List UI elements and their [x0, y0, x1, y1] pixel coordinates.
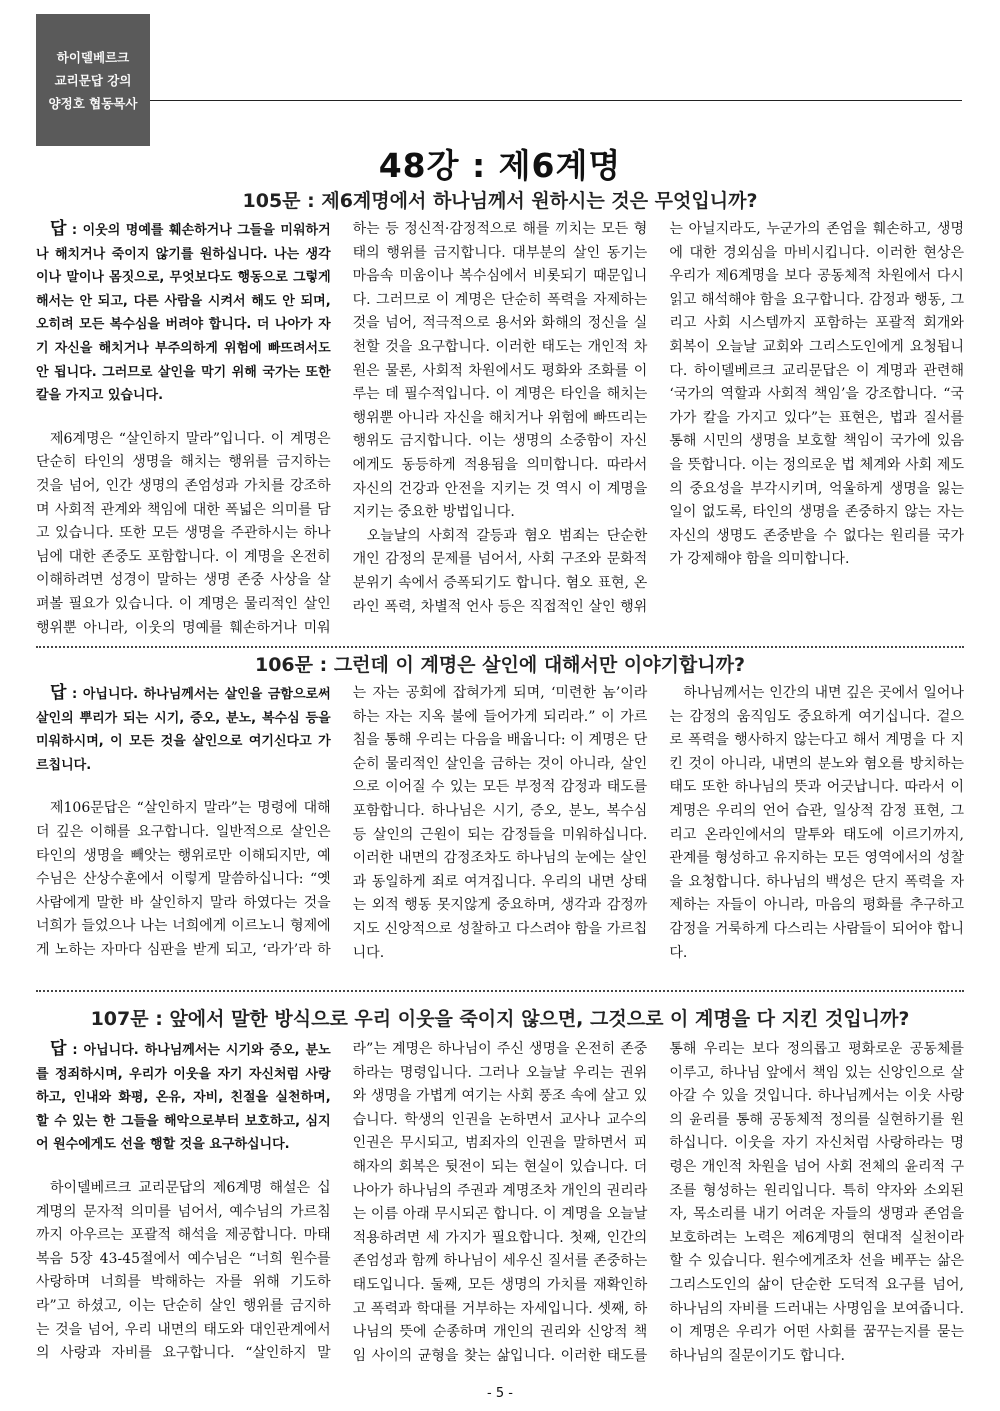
question-105-body [36, 218, 964, 642]
section-divider [36, 646, 964, 648]
question-106-answer [36, 682, 331, 777]
answer-label: 답 [50, 683, 67, 703]
answer-label: 답 [50, 1039, 67, 1059]
question-105-title: 105문 : 제6계명에서 하나님께서 원하시는 것은 무엇입니까? [242, 190, 758, 212]
series-line-2: 교리문답 강의 [54, 72, 132, 88]
author-line: 양정호 협동목사 [48, 95, 138, 111]
question-107-answer [36, 1038, 331, 1157]
question-107-body [36, 1038, 964, 1380]
answer-text: : 아닙니다. 하나님께서는 시기와 증오, 분노를 정죄하시며, 우리가 이웃을 자기 자신처럼 사랑하고, 인내와 화평, 온유, 자비, 친절을 실천하며, 할 수 있는 한 그들을 해악으로부터 보호하고, 심지어 원수에게도 선을 행할 것을 요구하십니다. [36, 1043, 331, 1153]
question-105-answer [36, 218, 331, 408]
answer-text: : 아닙니다. 하나님께서는 살인을 금함으로써 살인의 뿌리가 되는 시기, 증오, 분노, 복수심 등을 미워하시며, 이 모든 것을 살인으로 여기신다고 가르칩니다. [36, 687, 331, 773]
commentary-paragraph: 제6계명은 “살인하지 말라”입니다. 이 계명은 단순히 타인의 생명을 해치는 행위를 금지하는 것을 넘어, 인간 생명의 존엄성과 가치를 강조하며 사회적 관계와 책임에 대한 폭넓은 의미를 담고 있습니다. 또한 모든 생명을 주관하시는 하나님에 대한 존중도 포함합니다. 이 계명을 온전히 이해하려면 성경이 말하는 생명 존중 사상을 살펴볼 필요가 있습니다. 이 계명은 물리적인 살인 행위뿐 아니라, 이웃의 명예를 훼손하거나 미워하는 등 정신적·감정적으로 해를 끼치는 모든 형태의 행위를 금지합니다. 대부분의 살인 동기는 마음속 미움이나 복수심에서 비롯되기 때문입니다. 그러므로 이 계명은 단순히 폭력을 자제하는 것을 넘어, 적극적으로 용서와 화해의 정신을 실천할 것을 요구합니다. 이러한 태도는 개인적 차원은 물론, 사회적 차원에서도 평화와 조화를 이루는 데 필수적입니다. 이 계명은 타인을 해치는 행위뿐 아니라 자신을 해치거나 위험에 빠뜨리는 행위도 금지합니다. 이는 생명의 소중함이 자신에게도 동등하게 적용됨을 의미합니다. 따라서 자신의 건강과 안전을 지키는 것 역시 이 계명을 지키는 중요한 방법입니다. [36, 221, 648, 636]
series-line-1: 하이델베르크 [56, 49, 130, 65]
section-divider [36, 990, 964, 992]
question-106-title: 106문 : 그런데 이 계명은 살인에 대해서만 이야기합니까? [254, 654, 746, 676]
header-rule [150, 100, 962, 101]
page-title: 48강 : 제6계명 [378, 146, 622, 185]
page-number: - 5 - [487, 1386, 513, 1401]
question-106-body [36, 682, 964, 984]
commentary-paragraph: 오늘날의 사회적 갈등과 혐오 범죄는 단순한 개인 감정의 문제를 넘어서, 사회 구조와 문화적 분위기 속에서 증폭되기도 합니다. 혐오 표현, 온라인 폭력, 차별적 언사 등은 직접적인 살인 행위는 아닐지라도, 누군가의 존엄을 훼손하고, 생명에 대한 경외심을 마비시킵니다. 이러한 현상은 우리가 제6계명을 보다 공동체적 차원에서 다시 읽고 해석해야 함을 요구합니다. 감정과 행동, 그리고 사회 시스템까지 포함하는 포괄적 회개와 회복이 오늘날 교회와 그리스도인에게 요청됩니다. 하이델베르크 교리문답은 이 계명과 관련해 ‘국가의 역할과 사회적 책임’을 강조합니다. “국가가 칼을 가지고 있다”는 표현은, 법과 질서를 통해 시민의 생명을 보호할 책임이 국가에 있음을 뜻합니다. 이는 정의로운 법 체계와 사회 제도의 중요성을 부각시키며, 억울하게 생명을 잃는 일이 없도록, 타인의 생명을 존중하지 않는 자는 자신의 생명도 존중받을 수 없다는 원리를 국가가 강제해야 함을 의미합니다. [352, 221, 964, 615]
answer-text: : 이웃의 명예를 훼손하거나 그들을 미워하거나 해치거나 죽이지 않기를 원하십니다. 나는 생각이나 말이나 몸짓으로, 무엇보다도 행동으로 그렇게 해서는 안 되고, 다른 사람을 시켜서 해도 안 되며, 오히려 모든 복수심을 버려야 합니다. 더 나아가 자기 자신을 해치거나 부주의하게 위험에 빠뜨려서도 안 됩니다. 그러므로 살인을 막기 위해 국가는 또한 칼을 가지고 있습니다. [36, 223, 331, 404]
commentary-paragraph: 하이델베르크 교리문답의 제6계명 해설은 십계명의 문자적 의미를 넘어서, 예수님의 가르침까지 아우르는 포괄적 해석을 제공합니다. 마태복음 5장 43-45절에서 예수님은 “너희 원수를 사랑하며 너희를 박해하는 자를 위해 기도하라”고 하셨고, 이는 단순히 살인 행위를 금지하는 것을 넘어, 우리 내면의 태도와 대인관계에서의 사랑과 자비를 요구합니다. “살인하지 말라”는 계명은 하나님이 주신 생명을 온전히 존중하라는 명령입니다. 그러나 오늘날 우리는 권위와 생명을 가볍게 여기는 사회 풍조 속에 살고 있습니다. 학생의 인권을 논하면서 교사나 교수의 인권은 무시되고, 범죄자의 인권을 말하면서 피해자의 회복은 뒷전이 되는 현실이 있습니다. 더 나아가 하나님의 주권과 계명조차 개인의 권리라는 이름 아래 무시되곤 합니다. 이 계명을 오늘날 적용하려면 세 가지가 필요합니다. 첫째, 인간의 존엄성과 함께 하나님이 세우신 질서를 존중하는 태도입니다. 둘째, 모든 생명의 가치를 재확인하고 폭력과 학대를 거부하는 자세입니다. 셋째, 하나님의 뜻에 순종하며 개인의 권리와 신앙적 책임 사이의 균형을 찾는 삶입니다. 이러한 태도를 통해 우리는 보다 정의롭고 평화로운 공동체를 이루고, 하나님 앞에서 책임 있는 신앙인으로 살아갈 수 있을 것입니다. 하나님께서는 이웃 사랑의 윤리를 통해 공동체적 정의를 실현하기를 원하십니다. 이웃을 자기 자신처럼 사랑하라는 명령은 개인적 차원을 넘어 사회 전체의 윤리적 구조를 형성하는 원리입니다. 특히 약자와 소외된 자, 목소리를 내기 어려운 자들의 생명과 존엄을 보호하려는 노력은 제6계명의 현대적 실천이라 할 수 있습니다. 원수에게조차 선을 베푸는 삶은 그리스도인의 삶이 단순한 도덕적 요구를 넘어, 하나님의 자비를 드러내는 사명임을 보여줍니다. 이 계명은 우리가 어떤 사회를 꿈꾸는지를 묻는 하나님의 질문이기도 합니다. [36, 1041, 964, 1364]
question-107-title: 107문 : 앞에서 말한 방식으로 우리 이웃을 죽이지 않으면, 그것으로 이 계명을 다 지킨 것입니까? [90, 1008, 910, 1030]
lecture-series-label [36, 14, 150, 146]
commentary-paragraph: 하나님께서는 인간의 내면 깊은 곳에서 일어나는 감정의 움직임도 중요하게 여기십니다. 겉으로 폭력을 행사하지 않는다고 해서 계명을 다 지킨 것이 아니라, 내면의 분노와 혐오를 방치하는 태도 또한 하나님의 뜻과 어긋납니다. 따라서 이 계명은 우리의 언어 습관, 일상적 감정 표현, 그리고 온라인에서의 말투와 태도에 이르기까지, 관계를 형성하고 유지하는 모든 영역에서의 성찰을 요청합니다. 하나님의 백성은 단지 폭력을 자제하는 자들이 아니라, 마음의 평화를 추구하고 감정을 거룩하게 다스리는 사람들이 되어야 합니다. [669, 685, 964, 961]
commentary-paragraph: 제106문답은 “살인하지 말라”는 명령에 대해 더 깊은 이해를 요구합니다. 일반적으로 살인은 타인의 생명을 빼앗는 행위로만 이해되지만, 예수님은 산상수훈에서 이렇게 말씀하십니다: “옛 사람에게 말한 바 살인하지 말라 하였다는 것을 너희가 들었으나 나는 너희에게 이르노니 형제에게 노하는 자마다 심판을 받게 되고, ‘라가’라 하는 자는 공회에 잡혀가게 되며, ‘미련한 놈’이라 하는 자는 지옥 불에 들어가게 되리라.” 이 가르침을 통해 우리는 다음을 배웁니다: 이 계명은 단순히 물리적인 살인을 금하는 것이 아니라, 살인으로 이어질 수 있는 모든 부정적 감정과 태도를 포함합니다. 하나님은 시기, 증오, 분노, 복수심 등 살인의 근원이 되는 감정들을 미워하십니다. 이러한 내면의 감정조차도 하나님의 눈에는 살인과 동일하게 죄로 여겨집니다. 우리의 내면 상태는 외적 행동 못지않게 중요하며, 생각과 감정까지도 신앙적으로 성찰하고 다스려야 함을 가르칩니다. [36, 685, 648, 961]
answer-label: 답 [50, 219, 67, 239]
